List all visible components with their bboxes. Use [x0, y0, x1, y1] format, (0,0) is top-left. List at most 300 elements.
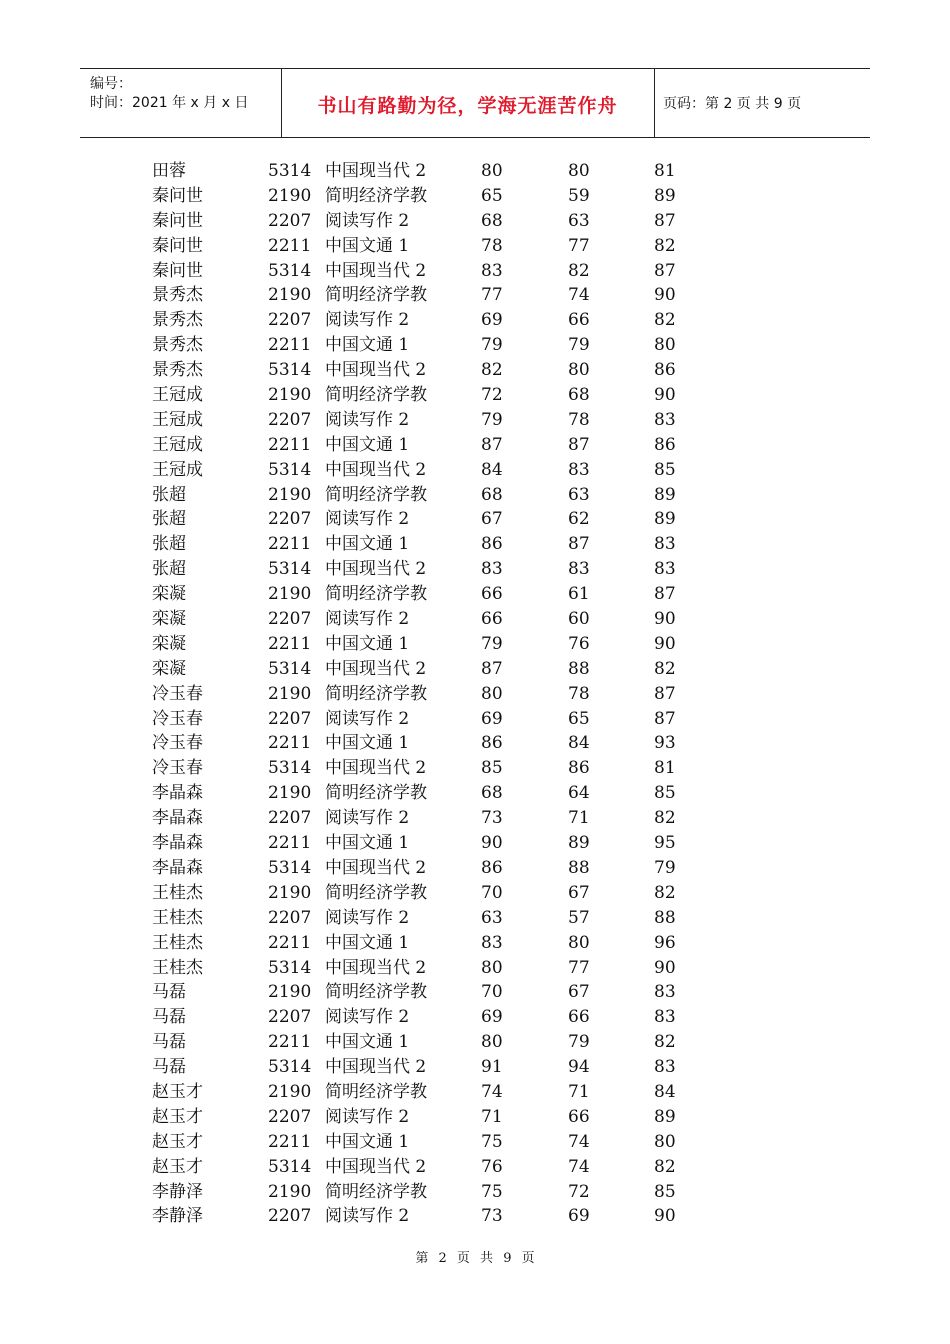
score-3: 80	[654, 335, 676, 356]
score-3: 82	[654, 808, 676, 829]
course-code: 2190	[268, 484, 312, 505]
table-row	[0, 532, 950, 557]
student-name: 张超	[152, 559, 186, 580]
score-3: 90	[654, 633, 676, 654]
student-name: 景秀杰	[152, 360, 203, 381]
score-2: 84	[568, 733, 590, 754]
table-row	[0, 159, 950, 184]
score-1: 72	[481, 385, 503, 406]
course-code: 2207	[268, 210, 312, 231]
score-2: 66	[568, 1106, 590, 1127]
score-2: 71	[568, 1081, 590, 1102]
course-code: 2207	[268, 310, 312, 331]
score-3: 88	[654, 907, 676, 928]
course-name: 简明经济学教	[325, 285, 427, 306]
score-1: 76	[481, 1156, 503, 1177]
motto-text: 书山有路勤为径，学海无涯苦作舟	[317, 95, 618, 117]
score-1: 78	[481, 235, 503, 256]
student-name: 张超	[152, 509, 186, 530]
student-name: 冷玉春	[152, 733, 203, 754]
score-2: 74	[568, 1156, 590, 1177]
score-3: 89	[654, 484, 676, 505]
course-name: 阅读写作 2	[325, 509, 410, 530]
course-code: 2207	[268, 907, 312, 928]
course-name: 阅读写作 2	[325, 808, 410, 829]
table-row	[0, 458, 950, 483]
course-code: 2207	[268, 509, 312, 530]
student-name: 李晶森	[152, 783, 203, 804]
score-3: 87	[654, 708, 676, 729]
course-code: 2207	[268, 1206, 312, 1227]
table-row	[0, 856, 950, 881]
table-row	[0, 1030, 950, 1055]
score-2: 88	[568, 857, 590, 878]
course-name: 阅读写作 2	[325, 907, 410, 928]
score-2: 66	[568, 1007, 590, 1028]
score-2: 57	[568, 907, 590, 928]
table-row	[0, 483, 950, 508]
score-3: 81	[654, 161, 676, 181]
table-row	[0, 806, 950, 831]
score-1: 86	[481, 534, 503, 555]
header-meta-cell	[80, 69, 282, 137]
score-2: 83	[568, 459, 590, 480]
score-2: 78	[568, 409, 590, 430]
score-2: 67	[568, 882, 590, 903]
score-2: 87	[568, 534, 590, 555]
score-1: 69	[481, 708, 503, 729]
course-code: 5314	[268, 1057, 312, 1078]
score-2: 83	[568, 559, 590, 580]
score-2: 82	[568, 260, 590, 281]
document-header	[80, 68, 870, 138]
course-code: 2207	[268, 409, 312, 430]
score-1: 69	[481, 310, 503, 331]
table-row	[0, 507, 950, 532]
table-row	[0, 433, 950, 458]
course-name: 中国现当代 2	[325, 957, 427, 978]
score-2: 78	[568, 683, 590, 704]
course-name: 中国现当代 2	[325, 658, 427, 679]
student-name: 王桂杰	[152, 907, 203, 928]
student-name: 栾凝	[152, 609, 186, 630]
course-code: 2211	[268, 932, 312, 953]
score-1: 63	[481, 907, 503, 928]
student-name: 景秀杰	[152, 310, 203, 331]
student-name: 马磊	[152, 1057, 186, 1078]
course-name: 阅读写作 2	[325, 409, 410, 430]
course-name: 简明经济学教	[325, 1181, 427, 1202]
score-2: 64	[568, 783, 590, 804]
course-name: 阅读写作 2	[325, 708, 410, 729]
score-2: 63	[568, 210, 590, 231]
student-name: 李静泽	[152, 1206, 203, 1227]
score-1: 69	[481, 1007, 503, 1028]
course-name: 阅读写作 2	[325, 1106, 410, 1127]
table-row	[0, 682, 950, 707]
score-1: 77	[481, 285, 503, 306]
course-name: 简明经济学教	[325, 982, 427, 1003]
score-2: 89	[568, 833, 590, 854]
score-1: 70	[481, 882, 503, 903]
score-2: 72	[568, 1181, 590, 1202]
course-name: 中国文通 1	[325, 235, 410, 256]
course-name: 阅读写作 2	[325, 609, 410, 630]
course-name: 简明经济学教	[325, 683, 427, 704]
table-row	[0, 259, 950, 284]
score-3: 79	[654, 857, 676, 878]
table-row	[0, 657, 950, 682]
student-name: 王桂杰	[152, 957, 203, 978]
course-code: 2211	[268, 633, 312, 654]
score-1: 68	[481, 783, 503, 804]
score-3: 83	[654, 409, 676, 430]
course-code: 2190	[268, 683, 312, 704]
score-3: 80	[654, 1131, 676, 1152]
table-row	[0, 632, 950, 657]
course-name: 简明经济学教	[325, 484, 427, 505]
score-1: 87	[481, 658, 503, 679]
course-code: 2211	[268, 733, 312, 754]
course-code: 2211	[268, 833, 312, 854]
score-3: 87	[654, 210, 676, 231]
table-row	[0, 956, 950, 981]
course-name: 中国现当代 2	[325, 161, 427, 181]
score-2: 79	[568, 1032, 590, 1053]
table-row	[0, 184, 950, 209]
student-name: 张超	[152, 534, 186, 555]
student-name: 秦问世	[152, 185, 203, 206]
student-name: 栾凝	[152, 584, 186, 605]
score-2: 68	[568, 385, 590, 406]
course-name: 中国文通 1	[325, 534, 410, 555]
score-3: 89	[654, 185, 676, 206]
score-2: 62	[568, 509, 590, 530]
score-1: 79	[481, 633, 503, 654]
score-2: 86	[568, 758, 590, 779]
student-name: 王桂杰	[152, 882, 203, 903]
table-row	[0, 707, 950, 732]
score-3: 82	[654, 1156, 676, 1177]
student-name: 王冠成	[152, 459, 203, 480]
score-3: 96	[654, 932, 676, 953]
table-row	[0, 1055, 950, 1080]
student-name: 李晶森	[152, 833, 203, 854]
score-2: 63	[568, 484, 590, 505]
course-name: 中国现当代 2	[325, 260, 427, 281]
table-row	[0, 1155, 950, 1180]
score-1: 87	[481, 434, 503, 455]
score-1: 83	[481, 260, 503, 281]
student-name: 王冠成	[152, 434, 203, 455]
score-2: 80	[568, 161, 590, 181]
score-1: 67	[481, 509, 503, 530]
table-row	[0, 1130, 950, 1155]
score-3: 84	[654, 1081, 676, 1102]
table-row	[0, 383, 950, 408]
score-table	[0, 159, 950, 1229]
table-row	[0, 209, 950, 234]
course-code: 2211	[268, 335, 312, 356]
course-code: 2190	[268, 285, 312, 306]
score-1: 73	[481, 1206, 503, 1227]
score-1: 80	[481, 683, 503, 704]
course-name: 简明经济学教	[325, 385, 427, 406]
course-code: 2211	[268, 1131, 312, 1152]
score-3: 93	[654, 733, 676, 754]
table-row	[0, 906, 950, 931]
score-3: 90	[654, 285, 676, 306]
course-code: 5314	[268, 260, 312, 281]
course-name: 中国文通 1	[325, 434, 410, 455]
score-1: 70	[481, 982, 503, 1003]
score-3: 90	[654, 1206, 676, 1227]
score-2: 60	[568, 609, 590, 630]
score-2: 74	[568, 1131, 590, 1152]
score-3: 82	[654, 235, 676, 256]
course-name: 简明经济学教	[325, 1081, 427, 1102]
course-code: 5314	[268, 758, 312, 779]
student-name: 李晶森	[152, 808, 203, 829]
score-3: 83	[654, 982, 676, 1003]
course-code: 5314	[268, 658, 312, 679]
header-motto-cell	[281, 69, 655, 137]
score-3: 85	[654, 459, 676, 480]
course-name: 中国文通 1	[325, 833, 410, 854]
table-row	[0, 731, 950, 756]
table-row	[0, 408, 950, 433]
score-1: 75	[481, 1131, 503, 1152]
score-1: 86	[481, 733, 503, 754]
score-1: 79	[481, 335, 503, 356]
course-name: 中国现当代 2	[325, 1057, 427, 1078]
score-2: 77	[568, 235, 590, 256]
table-row	[0, 283, 950, 308]
student-name: 赵玉才	[152, 1081, 203, 1102]
student-name: 田蓉	[152, 161, 186, 181]
student-name: 赵玉才	[152, 1106, 203, 1127]
score-1: 65	[481, 185, 503, 206]
score-3: 83	[654, 1007, 676, 1028]
table-row	[0, 756, 950, 781]
course-code: 2207	[268, 708, 312, 729]
score-1: 82	[481, 360, 503, 381]
score-1: 80	[481, 1032, 503, 1053]
student-name: 冷玉春	[152, 708, 203, 729]
table-row	[0, 1204, 950, 1229]
course-code: 2190	[268, 783, 312, 804]
table-row	[0, 607, 950, 632]
course-name: 中国现当代 2	[325, 857, 427, 878]
course-name: 中国现当代 2	[325, 758, 427, 779]
table-row	[0, 980, 950, 1005]
table-row	[0, 881, 950, 906]
course-name: 中国现当代 2	[325, 360, 427, 381]
course-name: 中国文通 1	[325, 733, 410, 754]
course-name: 中国文通 1	[325, 633, 410, 654]
course-name: 阅读写作 2	[325, 310, 410, 331]
score-1: 83	[481, 932, 503, 953]
course-name: 中国现当代 2	[325, 1156, 427, 1177]
student-name: 秦问世	[152, 235, 203, 256]
course-code: 2190	[268, 584, 312, 605]
table-row	[0, 1080, 950, 1105]
score-3: 85	[654, 1181, 676, 1202]
page-info: 页码：第 2 页 共 9 页	[663, 96, 802, 112]
score-3: 89	[654, 509, 676, 530]
course-code: 5314	[268, 360, 312, 381]
table-row	[0, 781, 950, 806]
course-code: 2211	[268, 1032, 312, 1053]
course-name: 中国现当代 2	[325, 559, 427, 580]
score-2: 61	[568, 584, 590, 605]
score-3: 90	[654, 957, 676, 978]
course-name: 中国文通 1	[325, 1131, 410, 1152]
student-name: 冷玉春	[152, 683, 203, 704]
course-code: 5314	[268, 559, 312, 580]
table-row	[0, 557, 950, 582]
course-name: 中国文通 1	[325, 1032, 410, 1053]
score-1: 79	[481, 409, 503, 430]
course-name: 中国文通 1	[325, 932, 410, 953]
course-code: 5314	[268, 1156, 312, 1177]
course-code: 2190	[268, 385, 312, 406]
score-1: 75	[481, 1181, 503, 1202]
course-name: 阅读写作 2	[325, 1206, 410, 1227]
table-row	[0, 582, 950, 607]
score-1: 85	[481, 758, 503, 779]
table-row	[0, 1180, 950, 1205]
score-3: 85	[654, 783, 676, 804]
score-3: 86	[654, 360, 676, 381]
table-row	[0, 1005, 950, 1030]
course-code: 5314	[268, 857, 312, 878]
course-name: 简明经济学教	[325, 185, 427, 206]
score-3: 83	[654, 559, 676, 580]
table-row	[0, 234, 950, 259]
score-3: 82	[654, 1032, 676, 1053]
course-code: 2190	[268, 1181, 312, 1202]
score-3: 87	[654, 683, 676, 704]
score-1: 68	[481, 484, 503, 505]
course-code: 5314	[268, 161, 312, 181]
score-1: 90	[481, 833, 503, 854]
score-1: 86	[481, 857, 503, 878]
course-code: 2207	[268, 1106, 312, 1127]
student-name: 冷玉春	[152, 758, 203, 779]
course-code: 2190	[268, 185, 312, 206]
student-name: 秦问世	[152, 210, 203, 231]
student-name: 赵玉才	[152, 1131, 203, 1152]
score-3: 82	[654, 882, 676, 903]
score-1: 83	[481, 559, 503, 580]
score-1: 74	[481, 1081, 503, 1102]
course-name: 简明经济学教	[325, 584, 427, 605]
score-2: 94	[568, 1057, 590, 1078]
score-2: 71	[568, 808, 590, 829]
course-code: 2207	[268, 1007, 312, 1028]
student-name: 李静泽	[152, 1181, 203, 1202]
course-name: 简明经济学教	[325, 783, 427, 804]
student-name: 栾凝	[152, 633, 186, 654]
score-3: 90	[654, 385, 676, 406]
course-name: 阅读写作 2	[325, 1007, 410, 1028]
course-name: 中国文通 1	[325, 335, 410, 356]
student-name: 马磊	[152, 982, 186, 1003]
course-code: 2207	[268, 808, 312, 829]
student-name: 秦问世	[152, 260, 203, 281]
table-row	[0, 931, 950, 956]
student-name: 马磊	[152, 1007, 186, 1028]
score-3: 82	[654, 310, 676, 331]
score-2: 80	[568, 932, 590, 953]
course-name: 简明经济学教	[325, 882, 427, 903]
course-name: 阅读写作 2	[325, 210, 410, 231]
score-2: 88	[568, 658, 590, 679]
score-1: 91	[481, 1057, 503, 1078]
student-name: 景秀杰	[152, 335, 203, 356]
course-code: 2190	[268, 882, 312, 903]
score-3: 90	[654, 609, 676, 630]
time-label: 时间：2021 年 x 月 x 日	[90, 95, 249, 111]
student-name: 王冠成	[152, 409, 203, 430]
course-code: 2211	[268, 235, 312, 256]
score-1: 80	[481, 161, 503, 181]
student-name: 李晶森	[152, 857, 203, 878]
score-2: 59	[568, 185, 590, 206]
score-1: 71	[481, 1106, 503, 1127]
header-page-cell	[655, 69, 870, 137]
score-2: 65	[568, 708, 590, 729]
table-row	[0, 358, 950, 383]
score-3: 89	[654, 1106, 676, 1127]
score-3: 83	[654, 1057, 676, 1078]
course-code: 2190	[268, 1081, 312, 1102]
score-1: 66	[481, 584, 503, 605]
score-3: 87	[654, 584, 676, 605]
course-code: 2211	[268, 434, 312, 455]
score-3: 86	[654, 434, 676, 455]
student-name: 赵玉才	[152, 1156, 203, 1177]
score-3: 81	[654, 758, 676, 779]
score-2: 74	[568, 285, 590, 306]
score-1: 84	[481, 459, 503, 480]
table-row	[0, 1105, 950, 1130]
score-3: 82	[654, 658, 676, 679]
score-3: 87	[654, 260, 676, 281]
score-1: 73	[481, 808, 503, 829]
student-name: 王冠成	[152, 385, 203, 406]
number-label: 编号：	[90, 76, 132, 92]
course-code: 2190	[268, 982, 312, 1003]
score-3: 83	[654, 534, 676, 555]
student-name: 王桂杰	[152, 932, 203, 953]
score-2: 80	[568, 360, 590, 381]
table-row	[0, 831, 950, 856]
course-code: 2211	[268, 534, 312, 555]
score-2: 67	[568, 982, 590, 1003]
score-2: 77	[568, 957, 590, 978]
score-2: 69	[568, 1206, 590, 1227]
course-code: 2207	[268, 609, 312, 630]
student-name: 栾凝	[152, 658, 186, 679]
score-1: 80	[481, 957, 503, 978]
score-1: 68	[481, 210, 503, 231]
page-footer: 第 2 页 共 9 页	[415, 1251, 535, 1266]
student-name: 张超	[152, 484, 186, 505]
table-row	[0, 333, 950, 358]
student-name: 马磊	[152, 1032, 186, 1053]
